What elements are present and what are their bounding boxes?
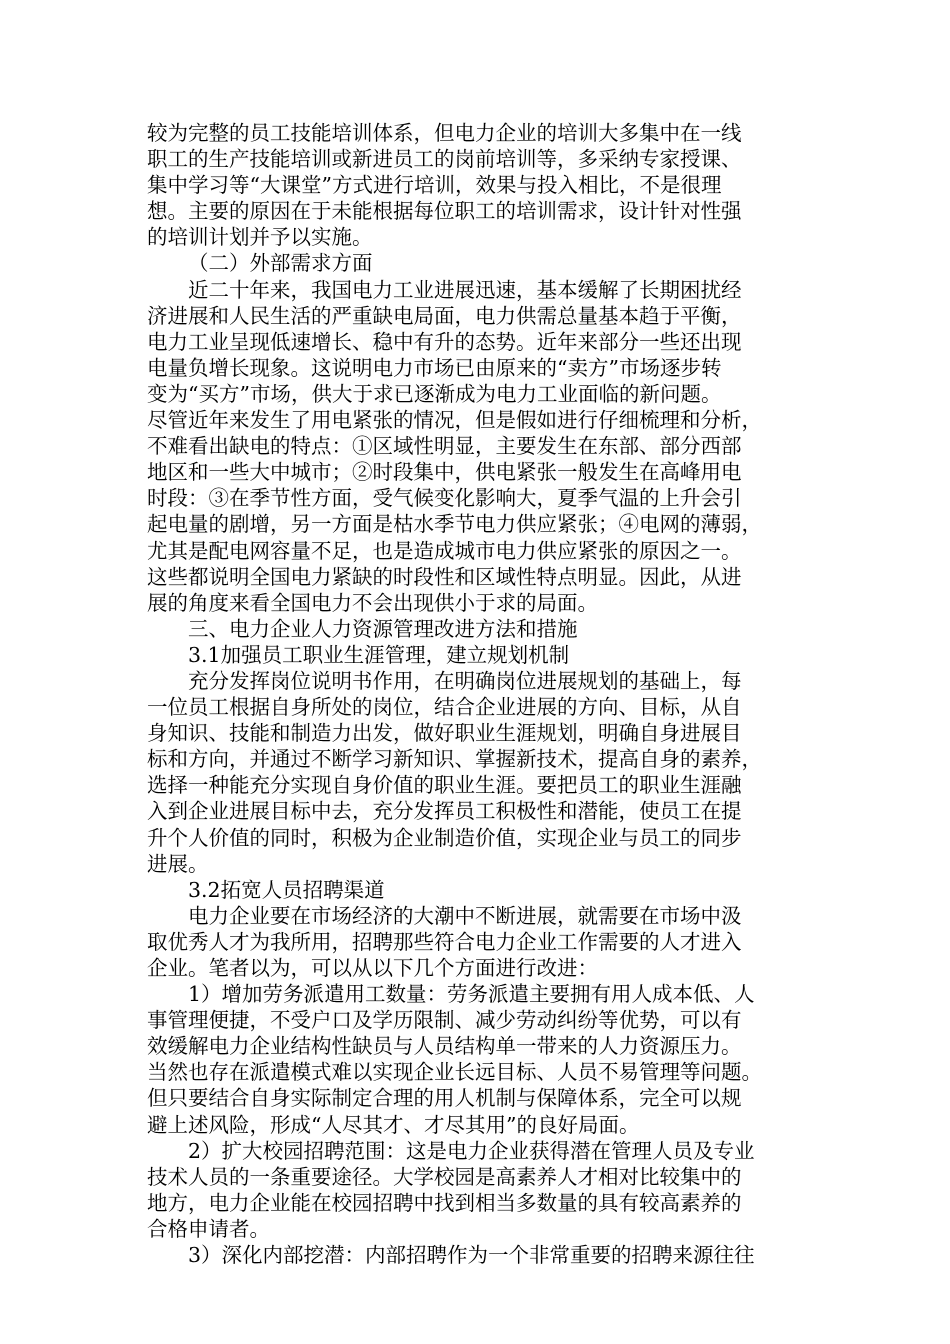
text-line: 职工的生产技能培训或新进员工的岗前培训等，多采纳专家授课、: [147, 147, 742, 172]
paragraph-first-line: 电力企业要在市场经济的大潮中不断进展，就需要在市场中汲: [188, 903, 742, 928]
text-line: 身知识、技能和制造力出发，做好职业生涯规划，明确自身进展目: [147, 721, 742, 746]
paragraph-first-line: 3）深化内部挖潜：内部招聘作为一个非常重要的招聘来源往往: [188, 1243, 755, 1268]
text-line: 电量负增长现象。这说明电力市场已由原来的“卖方”市场逐步转: [147, 355, 722, 380]
text-line: 的培训计划并予以实施。: [147, 225, 373, 250]
text-line: 变为“买方”市场，供大于求已逐渐成为电力工业面临的新问题。: [147, 381, 722, 406]
text-line: 较为完整的员工技能培训体系，但电力企业的培训大多集中在一线: [147, 121, 742, 145]
text-line: 展的角度来看全国电力不会出现供小于求的局面。: [147, 590, 598, 615]
paragraph-first-line: 2）扩大校园招聘范围：这是电力企业获得潜在管理人员及专业: [188, 1138, 755, 1163]
paragraph-first-line: 3.1加强员工职业生涯管理，建立规划机制: [188, 642, 570, 667]
paragraph-first-line: 3.2拓宽人员招聘渠道: [188, 877, 385, 902]
text-line: 尤其是配电网容量不足，也是造成城市电力供应紧张的原因之一。: [147, 538, 742, 563]
text-line: 事管理便捷，不受户口及学历限制、减少劳动纠纷等优势，可以有: [147, 1008, 742, 1033]
text-line: 地方，电力企业能在校园招聘中找到相当多数量的具有较高素养的: [147, 1190, 742, 1215]
text-line: 起电量的剧增，另一方面是枯水季节电力供应紧张；④电网的薄弱，: [147, 512, 762, 537]
text-line: 地区和一些大中城市；②时段集中，供电紧张一般发生在高峰用电: [147, 460, 742, 485]
text-line: 电力工业呈现低速增长、稳中有升的态势。近年来部分一些还出现: [147, 329, 742, 354]
text-line: 这些都说明全国电力紧缺的时段性和区域性特点明显。因此，从进: [147, 564, 742, 589]
text-line: 想。主要的原因在于未能根据每位职工的培训需求，设计针对性强: [147, 199, 742, 224]
text-line: 时段：③在季节性方面，受气候变化影响大，夏季气温的上升会引: [147, 486, 742, 511]
text-line: 集中学习等“大课堂”方式进行培训，效果与投入相比，不是很理: [147, 173, 722, 198]
text-line: 尽管近年来发生了用电紧张的情况，但是假如进行仔细梳理和分析，: [147, 408, 762, 433]
paragraph-first-line: 三、电力企业人力资源管理改进方法和措施: [188, 616, 578, 641]
paragraph-first-line: 近二十年来，我国电力工业进展迅速，基本缓解了长期困扰经: [188, 277, 742, 302]
text-line: 济进展和人民生活的严重缺电局面，电力供需总量基本趋于平衡，: [147, 303, 742, 328]
text-line: 但只要结合自身实际制定合理的用人机制与保障体系，完全可以规: [147, 1086, 742, 1111]
text-line: 一位员工根据自身所处的岗位，结合企业进展的方向、目标，从自: [147, 695, 742, 720]
text-line: 合格申请者。: [147, 1216, 270, 1241]
text-line: 入到企业进展目标中去，充分发挥员工积极性和潜能，使员工在提: [147, 799, 742, 824]
text-line: 技术人员的一条重要途径。大学校园是高素养人才相对比较集中的: [147, 1164, 742, 1189]
paragraph-first-line: 充分发挥岗位说明书作用，在明确岗位进展规划的基础上，每: [188, 668, 742, 693]
text-line: 不难看出缺电的特点：①区域性明显，主要发生在东部、部分西部: [147, 434, 742, 459]
text-line: 避上述风险，形成“人尽其才、才尽其用”的良好局面。: [147, 1112, 640, 1137]
text-line: 升个人价值的同时，积极为企业制造价值，实现企业与员工的同步: [147, 825, 742, 850]
text-line: 选择一种能充分实现自身价值的职业生涯。要把员工的职业生涯融: [147, 773, 742, 798]
document-body: [147, 120, 805, 1268]
text-line: 取优秀人才为我所用，招聘那些符合电力企业工作需要的人才进入: [147, 929, 742, 954]
text-line: 企业。笔者以为，可以从以下几个方面进行改进：: [147, 956, 598, 980]
paragraph-first-line: 1）增加劳务派遣用工数量：劳务派遣主要拥有用人成本低、人: [188, 982, 755, 1007]
text-line: 效缓解电力企业结构性缺员与人员结构单一带来的人力资源压力。: [147, 1034, 742, 1059]
text-line: 进展。: [147, 851, 209, 876]
text-line: 标和方向，并通过不断学习新知识、掌握新技术，提高自身的素养，: [147, 747, 762, 772]
text-line: 当然也存在派遣模式难以实现企业长远目标、人员不易管理等问题。: [147, 1060, 762, 1085]
paragraph-first-line: （二）外部需求方面: [188, 251, 373, 276]
